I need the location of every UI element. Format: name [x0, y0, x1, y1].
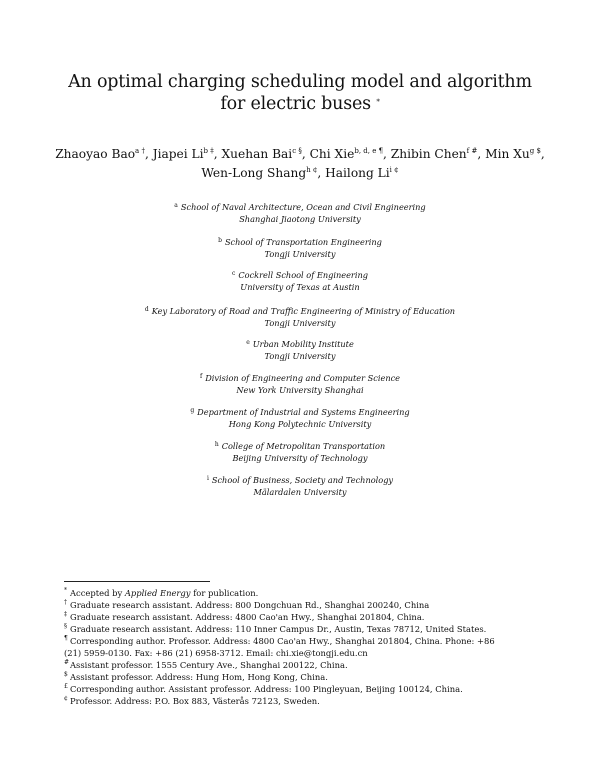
affiliation-mark: d — [144, 306, 149, 313]
footnote-text: Graduate research assistant. Address: 110 Inner Campus Dr., Austin, Texas 78712, United States. — [70, 624, 487, 634]
footnote-item — [64, 683, 540, 695]
affiliation-dept: Cockrell School of Engineering — [238, 270, 368, 280]
affiliation-i — [100, 473, 500, 498]
footnote-text-continued: (21) 5959-0130. Fax: +86 (21) 6958-3712. Email: chi.xie@tongji.edu.cn — [64, 648, 368, 658]
affiliation-institution: Mälardalen University — [253, 487, 347, 497]
author-name: Jiapei Li — [152, 147, 204, 161]
footnote-item-corresponding — [64, 635, 540, 659]
footnote-item — [64, 623, 540, 635]
affiliation-line-1 — [100, 268, 500, 281]
footnote-mark: ¢ — [64, 695, 68, 702]
affiliation-line-1 — [100, 371, 500, 384]
affiliation-mark: e — [246, 339, 250, 346]
footnote-accepted — [64, 587, 540, 599]
affiliation-institution: Tongji University — [264, 351, 336, 361]
footnote-text: Accepted by — [70, 588, 125, 598]
author-name: Zhaoyao Bao — [55, 147, 136, 161]
footnote-rule — [64, 581, 210, 582]
footnote-mark: # — [64, 659, 70, 666]
author-affil-marks: f # — [466, 147, 478, 155]
affiliation-dept: Key Laboratory of Road and Traffic Engineering of Ministry of Education — [151, 306, 456, 316]
footnote-mark: ‡ — [64, 611, 67, 618]
author-list: Zhaoyao Bao$^{a \dagger}$, Jiapei $Li^{b \ddagger}$, Xuehan Bai$^{c \S}$, Chi Xie$^{b, d, e \P}$, Zhibin Chen$^{f \#}$, Min $Xu^{g \$}$, Wen-Long Shang$^{h ¢}$, Hailong $Li^{i ¢}$ — [55, 147, 545, 180]
footnote-item — [64, 695, 540, 707]
footnote-text: Assistant professor. Address: Hung Hom, Hong Kong, China. — [70, 672, 328, 682]
author-affil-marks: a † — [135, 147, 145, 155]
footnote-text: Graduate research assistant. Address: 4800 Cao'an Hwy., Shanghai 201804, China. — [70, 612, 425, 622]
footnote-text: for publication. — [190, 588, 259, 598]
author-name: Chi Xie — [309, 147, 355, 161]
affiliation-dept: Urban Mobility Institute — [252, 339, 354, 349]
affiliation-line-1 — [100, 405, 500, 418]
author-affil-marks: i ¢ — [389, 166, 399, 174]
author-name: Hailong Li — [325, 166, 390, 180]
affiliation-mark: g — [190, 407, 195, 414]
affiliation-d — [70, 304, 530, 329]
affiliation-mark: h — [214, 441, 219, 448]
title-footnote-mark: * — [376, 98, 380, 106]
footnote-item — [64, 599, 540, 611]
affiliation-institution: University of Texas at Austin — [240, 282, 360, 292]
affiliation-institution: Hong Kong Polytechnic University — [228, 419, 372, 429]
journal-name: Applied Energy — [124, 588, 191, 598]
footnote-mark: † — [64, 599, 67, 606]
affiliation-institution: Shanghai Jiaotong University — [239, 214, 361, 224]
author-name: Zhibin Chen — [390, 147, 467, 161]
footnote-mark: * — [64, 587, 67, 594]
affiliation-line-1 — [100, 235, 500, 248]
author-affil-marks: c § — [292, 147, 302, 155]
paper-title-line-2-text: for electric buses — [220, 94, 371, 114]
affiliation-dept: Department of Industrial and Systems Engineering — [197, 407, 410, 417]
affiliation-h — [100, 439, 500, 464]
footnote-item — [64, 611, 540, 623]
author-name: Xuehan Bai — [221, 147, 293, 161]
affiliation-line-1 — [70, 304, 530, 317]
author-name: Min Xu — [485, 147, 530, 161]
affiliation-institution: Tongji University — [264, 318, 336, 328]
affiliation-line-1 — [100, 337, 500, 350]
affiliation-dept: School of Naval Architecture, Ocean and Civil Engineering — [180, 202, 426, 212]
footnote-text: Assistant professor. 1555 Century Ave., Shanghai 200122, China. — [70, 660, 348, 670]
author-affil-marks: g $ — [529, 147, 541, 155]
affiliation-f — [100, 371, 500, 396]
author-affil-marks: h ¢ — [306, 166, 318, 174]
footnote-item — [64, 659, 540, 671]
affiliation-dept: School of Business, Society and Technology — [211, 475, 394, 485]
affiliation-e — [100, 337, 500, 362]
affiliation-institution: Tongji University — [264, 249, 336, 259]
paper-title-line-1: An optimal charging scheduling model and algorithm — [68, 72, 532, 92]
affiliation-line-1 — [100, 473, 500, 486]
affiliation-mark: f — [199, 373, 203, 380]
affiliation-line-1 — [100, 200, 500, 213]
author-affil-marks: b ‡ — [203, 147, 214, 155]
affiliation-g — [100, 405, 500, 430]
affiliation-dept: College of Metropolitan Transportation — [221, 441, 386, 451]
affiliation-line-1 — [100, 439, 500, 452]
footnote-mark: ¶ — [64, 635, 68, 642]
affiliation-c — [100, 268, 500, 293]
affiliation-mark: a — [174, 202, 178, 209]
footnote-text: Professor. Address: P.O. Box 883, Västerås 72123, Sweden. — [70, 696, 320, 706]
affiliation-institution: Beijing University of Technology — [232, 453, 368, 463]
affiliation-dept: Division of Engineering and Computer Science — [205, 373, 401, 383]
footnote-mark: £ — [64, 683, 68, 690]
author-affil-marks: b, d, e ¶ — [354, 147, 384, 155]
footnote-text: Graduate research assistant. Address: 800 Dongchuan Rd., Shanghai 200240, China — [70, 600, 430, 610]
footnote-mark: $ — [64, 671, 68, 678]
affiliation-mark: i — [206, 475, 209, 482]
footnote-item — [64, 671, 540, 683]
paper-title-line-2 — [0, 93, 600, 115]
affiliation-mark: b — [218, 237, 222, 244]
affiliation-dept: School of Transportation Engineering — [224, 237, 382, 247]
footnote-text: Corresponding author. Professor. Address: 4800 Cao'an Hwy., Shanghai 201804, China. Phone: +86 — [70, 636, 495, 646]
affiliation-b — [100, 235, 500, 260]
author-name: Wen-Long Shang — [201, 166, 307, 180]
footnote-text: Corresponding author. Assistant professor. Address: 100 Pingleyuan, Beijing 100124, China. — [70, 684, 463, 694]
footnote-mark: § — [64, 623, 67, 630]
affiliation-a — [100, 200, 500, 225]
affiliation-mark: c — [232, 270, 236, 277]
affiliation-institution: New York University Shanghai — [236, 385, 364, 395]
